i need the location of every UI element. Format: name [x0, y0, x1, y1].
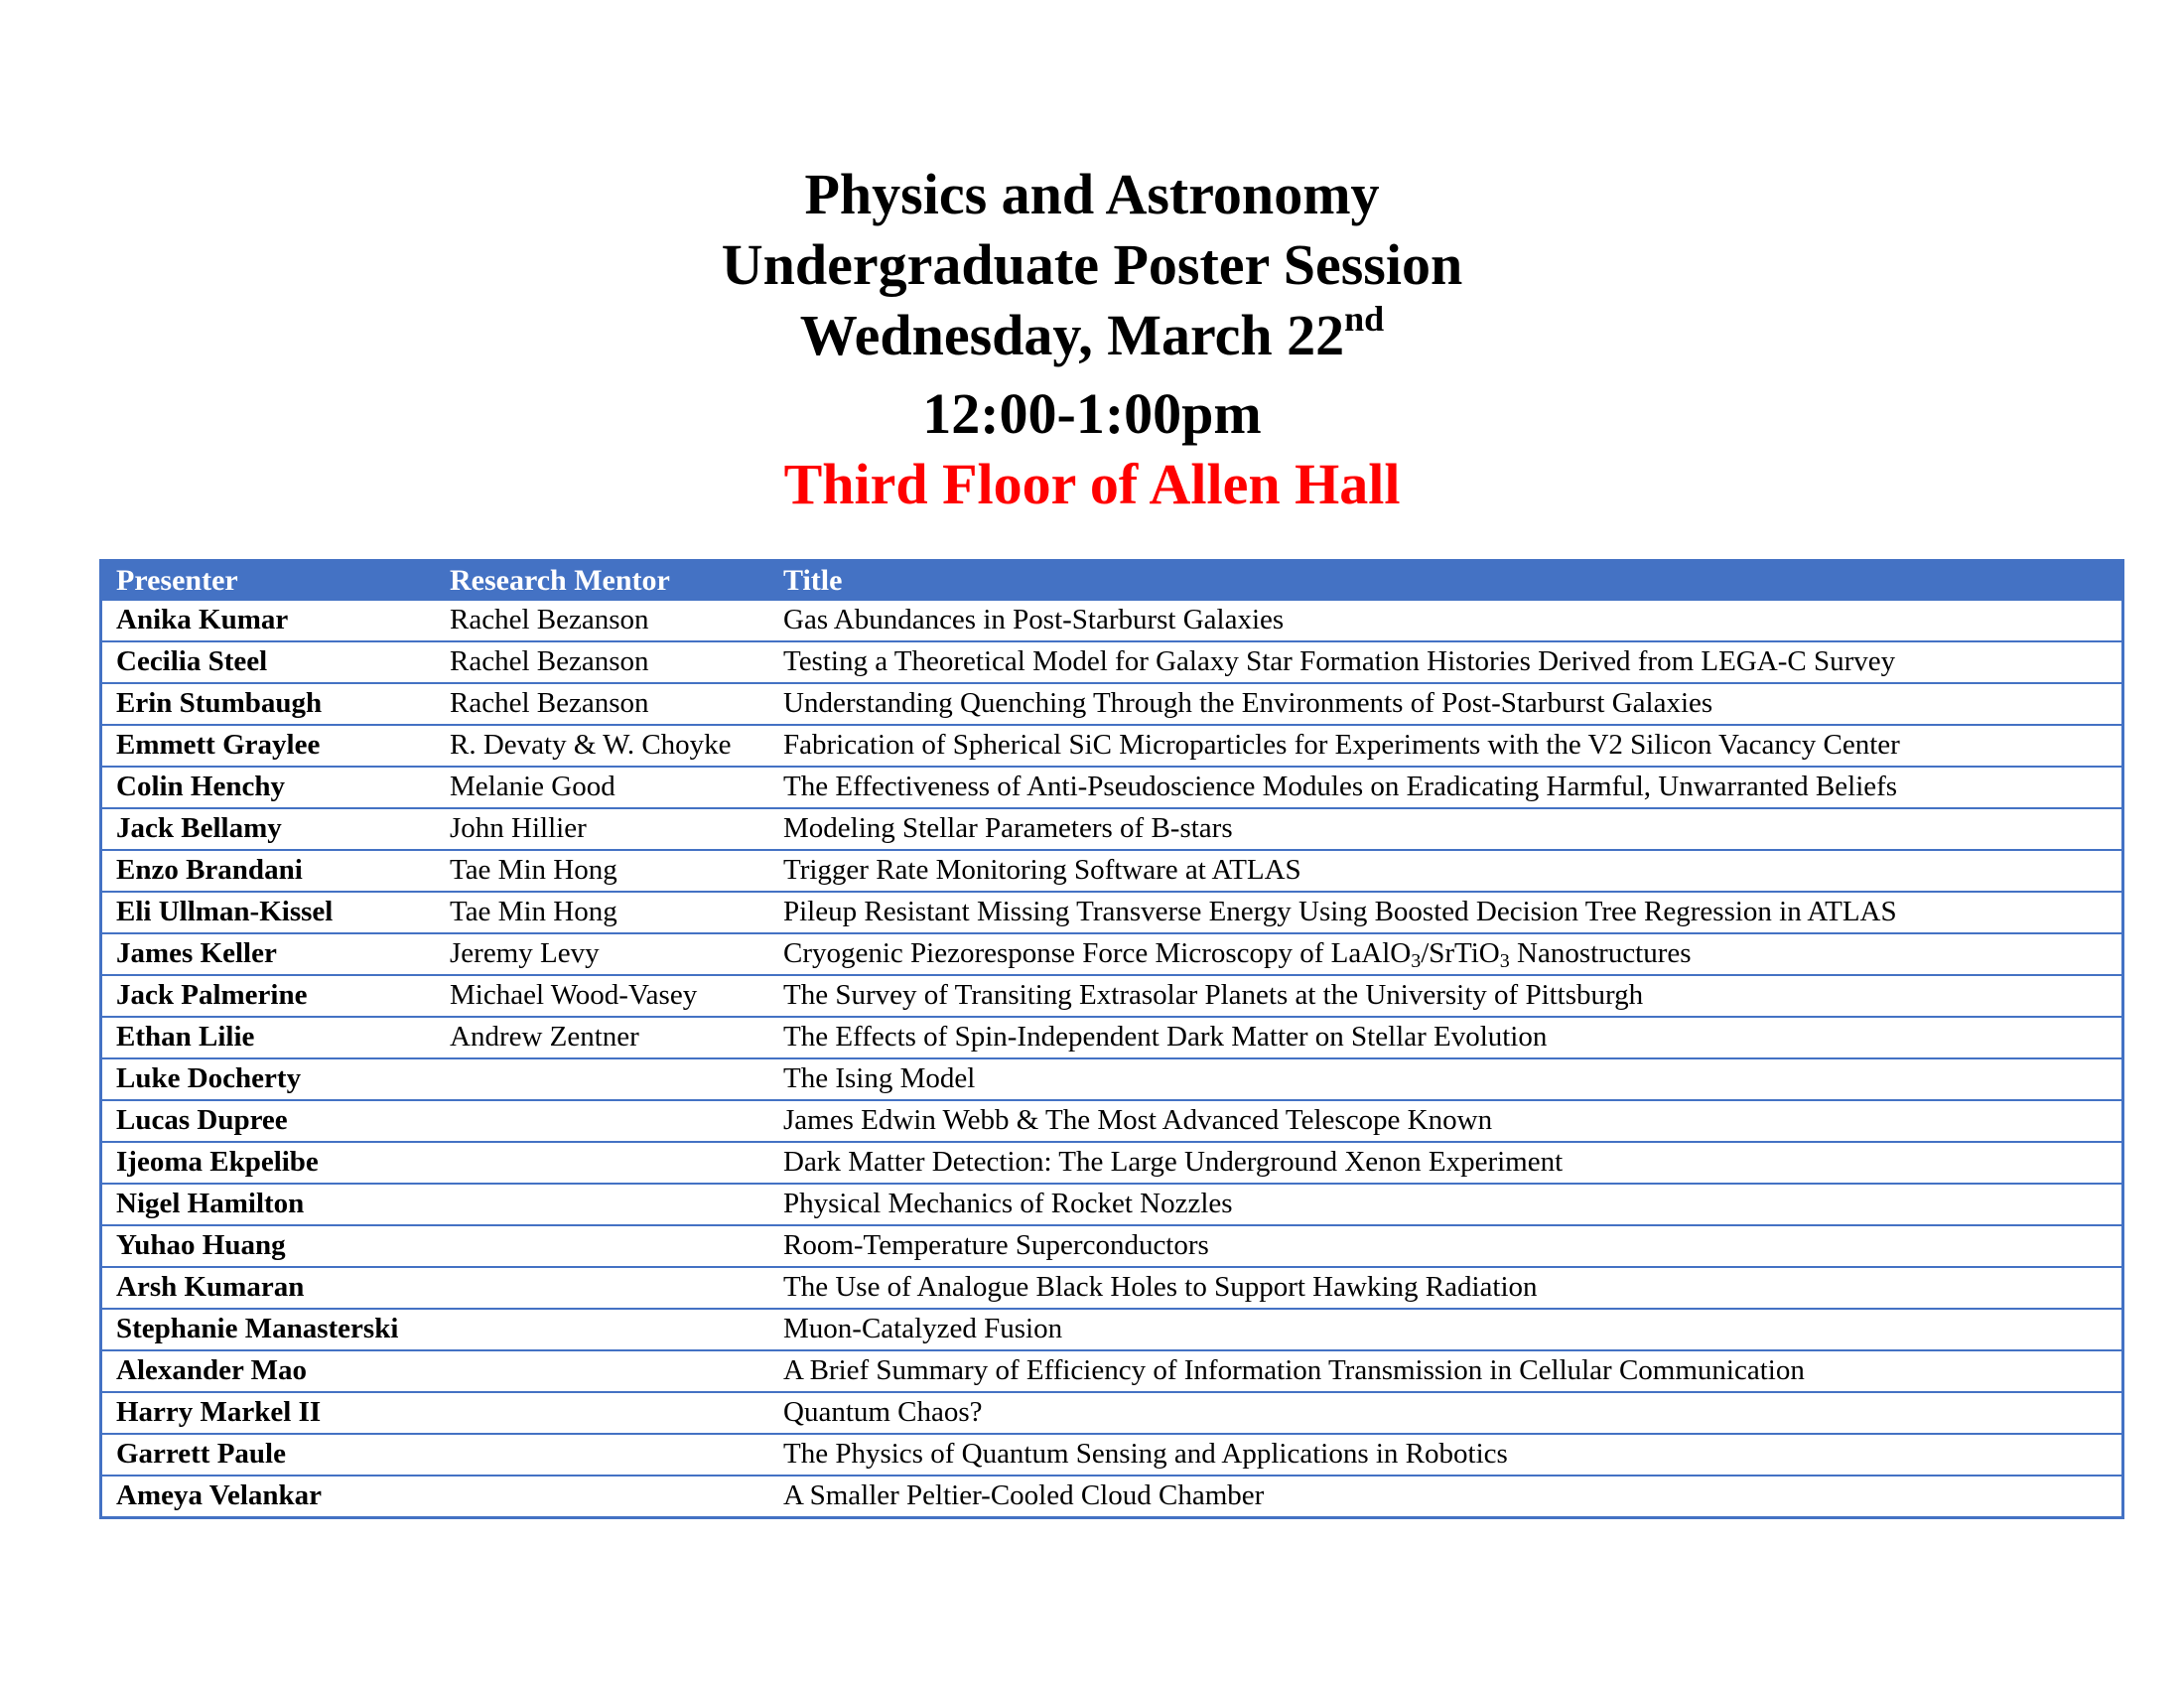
presenter-cell: Erin Stumbaugh — [116, 687, 323, 719]
mentor-cell: Melanie Good — [450, 771, 615, 802]
presenter-cell: Garrett Paule — [116, 1438, 286, 1470]
event-location: Third Floor of Allen Hall — [783, 452, 1401, 516]
presenter-cell: Enzo Brandani — [116, 854, 303, 886]
presenter-cell: Stephanie Manasterski — [116, 1313, 399, 1344]
title-subscript: 3 — [1499, 950, 1510, 972]
column-header-mentor: Research Mentor — [450, 564, 670, 597]
event-date-suffix: nd — [1344, 299, 1385, 339]
title-cell: Gas Abundances in Post-Starburst Galaxies — [783, 604, 1285, 635]
table-row — [102, 1391, 2121, 1433]
table-header-row — [102, 562, 2121, 599]
table-row — [102, 932, 2121, 974]
table-row — [102, 1266, 2121, 1308]
title-cell: The Survey of Transiting Extrasolar Planets at the University of Pittsburgh — [783, 979, 1644, 1011]
table-row — [102, 1099, 2121, 1141]
mentor-cell: R. Devaty & W. Choyke — [450, 729, 732, 761]
presenter-cell: Ijeoma Ekpelibe — [116, 1146, 319, 1178]
title-text-part: /SrTiO — [1421, 937, 1500, 969]
table-row — [102, 1016, 2121, 1057]
table-row — [102, 1433, 2121, 1475]
title-cell: Understanding Quenching Through the Environments of Post-Starburst Galaxies — [783, 687, 1713, 719]
poster-schedule-table — [99, 559, 2124, 1519]
mentor-cell: John Hillier — [450, 812, 587, 844]
mentor-cell: Rachel Bezanson — [450, 604, 649, 635]
title-cell: Modeling Stellar Parameters of B-stars — [783, 812, 1233, 844]
title-cell: The Effectiveness of Anti-Pseudoscience Modules on Eradicating Harmful, Unwarranted Beliefs — [783, 771, 1898, 802]
title-cell: Physical Mechanics of Rocket Nozzles — [783, 1188, 1233, 1219]
mentor-cell: Tae Min Hong — [450, 896, 617, 927]
table-row — [102, 1349, 2121, 1391]
title-subscript: 3 — [1411, 950, 1422, 972]
title-cell: Room-Temperature Superconductors — [783, 1229, 1209, 1261]
table-row — [102, 1141, 2121, 1183]
title-cell: A Brief Summary of Efficiency of Information Transmission in Cellular Communication — [783, 1354, 1805, 1386]
presenter-cell: Colin Henchy — [116, 771, 285, 802]
presenter-cell: Harry Markel II — [116, 1396, 322, 1428]
column-header-presenter: Presenter — [116, 564, 238, 597]
department-title: Physics and Astronomy — [804, 162, 1380, 226]
table-row — [102, 640, 2121, 682]
mentor-cell: Andrew Zentner — [450, 1021, 639, 1053]
presenter-cell: Nigel Hamilton — [116, 1188, 305, 1219]
mentor-cell: Tae Min Hong — [450, 854, 617, 886]
mentor-cell: Rachel Bezanson — [450, 645, 649, 677]
mentor-cell: Michael Wood-Vasey — [450, 979, 698, 1011]
title-cell: Quantum Chaos? — [783, 1396, 983, 1428]
title-cell: James Edwin Webb & The Most Advanced Telescope Known — [783, 1104, 1493, 1136]
table-row — [102, 682, 2121, 724]
table-row — [102, 974, 2121, 1016]
mentor-cell: Jeremy Levy — [450, 937, 600, 969]
title-cell: Trigger Rate Monitoring Software at ATLAS — [783, 854, 1301, 886]
table-row — [102, 807, 2121, 849]
table-body — [102, 599, 2121, 1516]
presenter-cell: Ethan Lilie — [116, 1021, 255, 1053]
table-row — [102, 1475, 2121, 1516]
presenter-cell: Luke Docherty — [116, 1062, 302, 1094]
title-cell: Fabrication of Spherical SiC Microparticles for Experiments with the V2 Silicon Vacancy Center — [783, 729, 1900, 761]
event-title: Undergraduate Poster Session — [721, 232, 1463, 297]
page-header — [0, 159, 2184, 519]
table-row — [102, 891, 2121, 932]
title-cell: Muon-Catalyzed Fusion — [783, 1313, 1063, 1344]
table-row — [102, 724, 2121, 766]
table-row — [102, 1057, 2121, 1099]
presenter-cell: Cecilia Steel — [116, 645, 268, 677]
presenter-cell: Lucas Dupree — [116, 1104, 288, 1136]
title-cell: A Smaller Peltier-Cooled Cloud Chamber — [783, 1479, 1265, 1511]
title-cell: Testing a Theoretical Model for Galaxy Star Formation Histories Derived from LEGA-C Survey — [783, 645, 1896, 677]
presenter-cell: Anika Kumar — [116, 604, 289, 635]
table-row — [102, 849, 2121, 891]
presenter-cell: James Keller — [116, 937, 277, 969]
presenter-cell: Jack Bellamy — [116, 812, 282, 844]
mentor-cell: Rachel Bezanson — [450, 687, 649, 719]
column-header-title: Title — [783, 564, 843, 597]
event-date-text: Wednesday, March 22 — [799, 303, 1345, 367]
presenter-cell: Emmett Graylee — [116, 729, 321, 761]
table-row — [102, 599, 2121, 640]
presenter-cell: Ameya Velankar — [116, 1479, 323, 1511]
title-text-part: Nanostructures — [1509, 937, 1692, 969]
event-time: 12:00-1:00pm — [922, 381, 1262, 446]
title-cell: Dark Matter Detection: The Large Underground Xenon Experiment — [783, 1146, 1564, 1178]
title-cell: The Use of Analogue Black Holes to Support Hawking Radiation — [783, 1271, 1538, 1303]
title-cell: Pileup Resistant Missing Transverse Energy Using Boosted Decision Tree Regression in ATLAS — [783, 896, 1897, 927]
presenter-cell: Eli Ullman-Kissel — [116, 896, 334, 927]
title-cell: The Ising Model — [783, 1062, 976, 1094]
presenter-cell: Yuhao Huang — [116, 1229, 286, 1261]
event-date — [0, 300, 2184, 378]
table-row — [102, 766, 2121, 807]
title-text-part: Cryogenic Piezoresponse Force Microscopy of LaAlO — [783, 937, 1412, 969]
presenter-cell: Alexander Mao — [116, 1354, 307, 1386]
title-cell: The Effects of Spin-Independent Dark Matter on Stellar Evolution — [783, 1021, 1548, 1053]
title-cell: The Physics of Quantum Sensing and Applications in Robotics — [783, 1438, 1508, 1470]
presenter-cell: Arsh Kumaran — [116, 1271, 305, 1303]
table-row — [102, 1183, 2121, 1224]
table-row — [102, 1224, 2121, 1266]
table-row — [102, 1308, 2121, 1349]
presenter-cell: Jack Palmerine — [116, 979, 308, 1011]
